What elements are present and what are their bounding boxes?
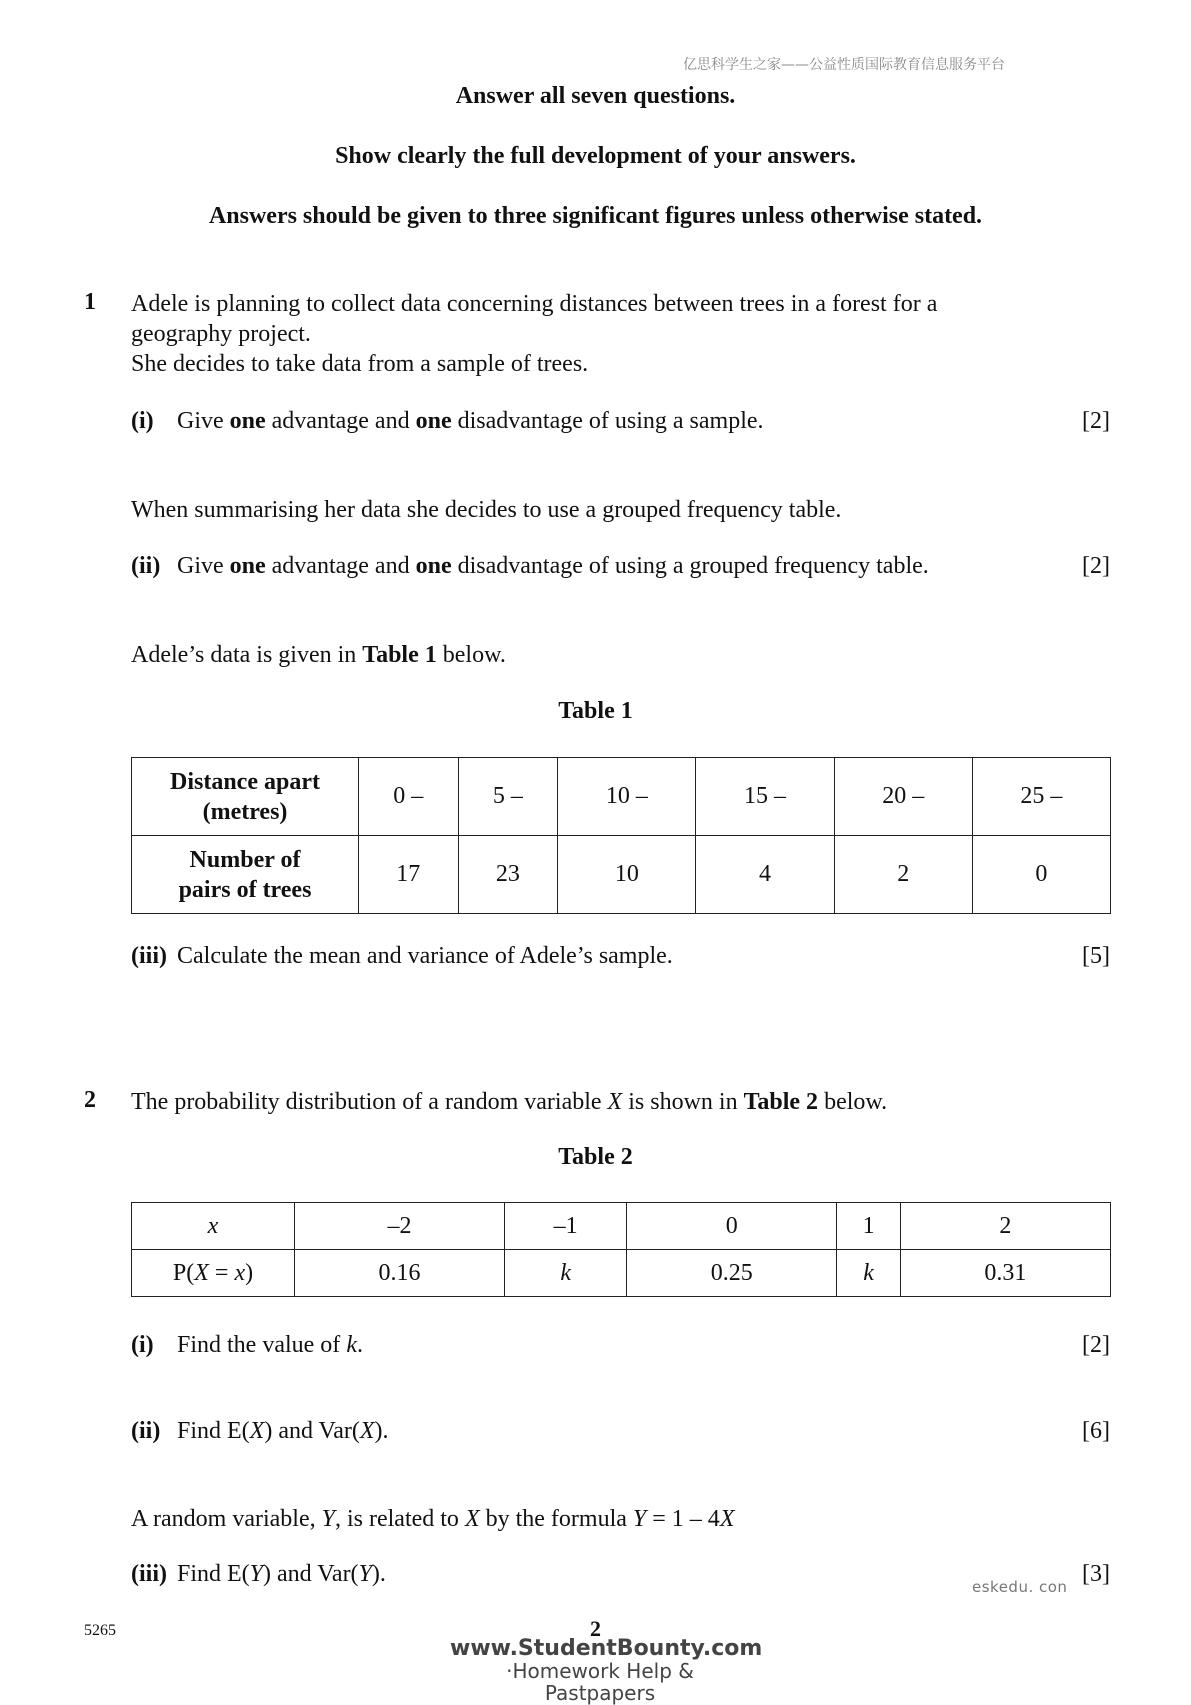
q2-part-ii	[131, 1418, 389, 1445]
variable: Y	[321, 1506, 335, 1532]
table-2-title: Table 2	[558, 1144, 633, 1170]
table-cell: 4	[696, 836, 834, 914]
table-cell: 23	[458, 836, 558, 914]
table-cell: 5 –	[458, 758, 558, 836]
watermark-top: 亿思科学生之家——公益性质国际教育信息服务平台	[683, 57, 1005, 73]
table-cell: 25 –	[972, 758, 1110, 836]
variable: X	[719, 1506, 735, 1532]
table-2-header-probability	[132, 1250, 295, 1297]
table-cell: –1	[505, 1203, 627, 1250]
header-line: (metres)	[202, 798, 288, 825]
part-label: (i)	[131, 408, 154, 434]
q1-text-2: When summarising her data she decides to use a grouped frequency table.	[131, 497, 842, 523]
variable: Y	[249, 1561, 264, 1587]
table-cell: 1	[837, 1203, 901, 1250]
text: Calculate the mean and variance of Adele’s sample.	[177, 943, 673, 969]
q2-intro	[131, 1087, 887, 1117]
table-1	[131, 757, 1111, 914]
table-2-row-x	[132, 1203, 1111, 1250]
instruction-3: Answers should be given to three significant figures unless otherwise stated.	[208, 203, 983, 229]
text: ).	[371, 1561, 386, 1587]
text: P(	[172, 1259, 195, 1286]
table-cell: –2	[295, 1203, 505, 1250]
table-cell: k	[837, 1250, 901, 1297]
watermark-eskedu: eskedu. con	[972, 1578, 1068, 1596]
variable: X	[359, 1418, 375, 1444]
part-label: (i)	[131, 1332, 154, 1358]
text: Find the value of	[177, 1332, 347, 1358]
text: ) and Var(	[263, 1561, 359, 1587]
table-1-header-pairs	[132, 836, 359, 914]
table-cell: 10	[558, 836, 696, 914]
q1-part-ii	[131, 553, 929, 580]
text: Give	[177, 553, 230, 579]
text: = 1 – 4	[646, 1506, 720, 1532]
table-2-header-x: x	[132, 1203, 295, 1250]
text: is shown in	[622, 1089, 744, 1115]
text: )	[245, 1259, 254, 1286]
text: =	[208, 1259, 235, 1286]
text: advantage and	[265, 408, 416, 434]
part-label: (ii)	[131, 553, 161, 579]
question-number-2: 2	[84, 1087, 96, 1113]
table-reference: Table 2	[743, 1089, 819, 1115]
variable: k	[346, 1332, 357, 1358]
variable: X	[607, 1089, 623, 1115]
text: advantage and	[265, 553, 416, 579]
text: The probability distribution of a random variable	[131, 1089, 608, 1115]
q2-part-ii-marks: [6]	[1082, 1418, 1110, 1444]
q2-text-2	[131, 1504, 734, 1534]
variable: X	[249, 1418, 265, 1444]
variable: X	[464, 1506, 480, 1532]
part-label: (iii)	[131, 1561, 167, 1587]
table-cell: 0.25	[627, 1250, 837, 1297]
text: by the formula	[479, 1506, 633, 1532]
table-cell: 0 –	[359, 758, 459, 836]
q2-part-iii	[131, 1561, 386, 1588]
text: disadvantage of using a sample.	[451, 408, 764, 434]
table-cell: 0.31	[900, 1250, 1110, 1297]
q1-part-i-marks: [2]	[1082, 408, 1110, 434]
q2-part-iii-marks: [3]	[1082, 1561, 1110, 1587]
header-line: Distance apart	[170, 768, 320, 795]
q1-part-iii	[131, 943, 673, 970]
q2-part-i	[131, 1332, 363, 1359]
variable: Y	[358, 1561, 372, 1587]
table-cell: 15 –	[696, 758, 834, 836]
table-cell: 10 –	[558, 758, 696, 836]
page-number: 2	[590, 1616, 601, 1641]
text: ).	[374, 1418, 389, 1444]
q1-intro-line-1: Adele is planning to collect data concerning distances between trees in a forest for a	[131, 291, 938, 317]
text: , is related to	[334, 1506, 465, 1532]
table-cell: 17	[359, 836, 459, 914]
table-1-header-distance	[132, 758, 359, 836]
table-1-title: Table 1	[558, 698, 633, 724]
text: ) and Var(	[264, 1418, 360, 1444]
text: Find E(	[177, 1418, 250, 1444]
brand-tagline: ·Homework Help & Pastpapers	[506, 1659, 694, 1705]
table-1-row-pairs	[132, 836, 1111, 914]
variable: x	[234, 1259, 246, 1286]
header-line: pairs of trees	[178, 876, 312, 903]
table-cell: 2	[900, 1203, 1110, 1250]
brand-url: www.StudentBounty.com	[450, 1636, 763, 1661]
instruction-1: Answer all seven questions.	[455, 83, 736, 109]
table-cell: k	[505, 1250, 627, 1297]
table-cell: 0	[627, 1203, 837, 1250]
text: disadvantage of using a grouped frequency table.	[451, 553, 929, 579]
paper-code: 5265	[84, 1622, 116, 1639]
q1-part-i	[131, 408, 764, 435]
emphasis: one	[415, 553, 452, 579]
q1-intro-line-2: geography project.	[131, 321, 311, 347]
part-label: (iii)	[131, 943, 167, 969]
part-label: (ii)	[131, 1418, 161, 1444]
question-number-1: 1	[84, 289, 96, 315]
q1-text-3	[131, 640, 506, 670]
text: Give	[177, 408, 230, 434]
variable: Y	[632, 1506, 647, 1532]
text: below.	[436, 642, 506, 668]
q1-intro	[131, 289, 937, 379]
table-cell: 20 –	[834, 758, 972, 836]
text: Adele’s data is given in	[131, 642, 363, 668]
table-cell: 0	[972, 836, 1110, 914]
table-1-row-distance	[132, 758, 1111, 836]
variable: X	[194, 1259, 209, 1286]
table-2	[131, 1202, 1111, 1297]
q1-part-iii-marks: [5]	[1082, 943, 1110, 969]
text: Find E(	[177, 1561, 250, 1587]
emphasis: one	[415, 408, 452, 434]
q2-part-i-marks: [2]	[1082, 1332, 1110, 1358]
table-cell: 2	[834, 836, 972, 914]
table-cell: 0.16	[295, 1250, 505, 1297]
table-reference: Table 1	[362, 642, 437, 668]
header-line: Number of	[189, 846, 301, 873]
q1-intro-line-3: She decides to take data from a sample of trees.	[131, 351, 589, 377]
studentbounty-logo	[450, 1636, 763, 1705]
text: A random variable,	[131, 1506, 322, 1532]
q1-part-ii-marks: [2]	[1082, 553, 1110, 579]
emphasis: one	[229, 553, 266, 579]
text: below.	[818, 1089, 888, 1115]
instruction-2: Show clearly the full development of your answers.	[335, 143, 856, 169]
emphasis: one	[229, 408, 266, 434]
table-2-row-probability	[132, 1250, 1111, 1297]
text: .	[356, 1332, 363, 1358]
